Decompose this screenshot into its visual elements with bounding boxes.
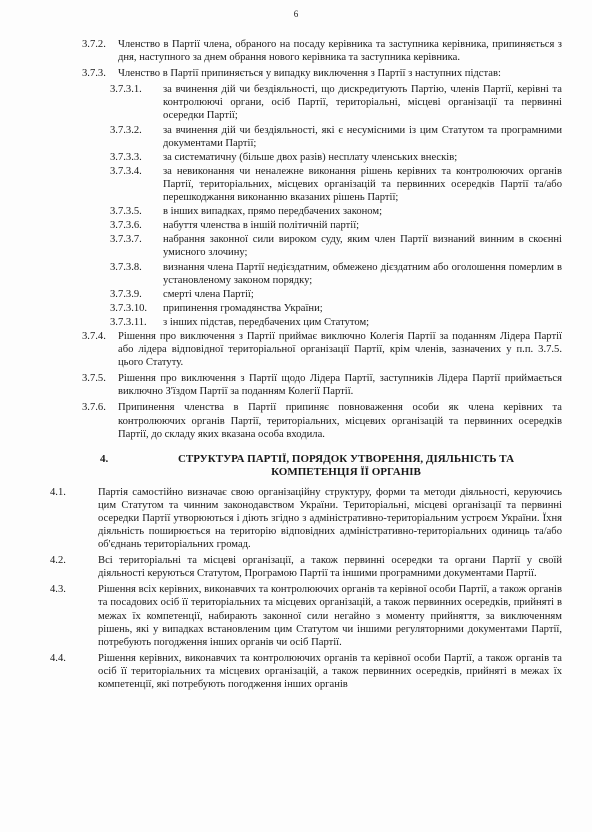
clause-text: смерті члена Партії; — [163, 288, 254, 300]
clause-text: припинення громадянства України; — [163, 302, 323, 314]
section-number: 4. — [100, 452, 109, 465]
clause-list-structure — [50, 486, 562, 691]
clause-item — [50, 205, 562, 218]
clause-item — [50, 165, 562, 204]
clause-item — [50, 486, 562, 551]
clause-number: 3.7.3.2. — [110, 124, 142, 136]
clause-item — [50, 261, 562, 287]
section-title: СТРУКТУРА ПАРТІЇ, ПОРЯДОК УТВОРЕННЯ, ДІЯЛЬНІСТЬ ТА КОМПЕТЕНЦІЯ ЇЇ ОРГАНІВ — [177, 452, 515, 479]
clause-number: 3.7.3.10. — [110, 302, 148, 314]
clause-number: 3.7.2. — [82, 39, 106, 50]
page-number: 6 — [293, 9, 299, 19]
clause-number: 3.7.4. — [82, 330, 106, 342]
clause-item — [50, 124, 562, 150]
document-body — [50, 38, 562, 694]
clause-item — [50, 38, 562, 64]
clause-item — [50, 219, 562, 232]
clause-item — [50, 583, 562, 648]
clause-text: Рішення про виключення з Партії щодо Лідера Партії, заступників Лідера Партії приймається виключно З'їздом Партії за поданням Колегії Партії. — [118, 373, 562, 398]
clause-text: Рішення про виключення з Партії приймає виключно Колегія Партії за поданням Лідера Партії або лідера відповідної територіальної організації Партії, крім членів, зазначених у п.п. 3.7.5. цього Статуту. — [118, 330, 562, 369]
clause-item — [50, 67, 562, 80]
clause-item — [50, 554, 562, 580]
clause-text: Рішення керівних, виконавчих та контролюючих органів та керівної особи Партії, а також органів та осіб її територіальних та місцевих організацій, а також первинних осередків, прийняті в межах їх компетенції, які потребують погодження інших органів — [98, 652, 562, 691]
clause-item — [50, 302, 562, 315]
clause-item — [50, 330, 562, 369]
clause-number: 3.7.5. — [82, 373, 106, 385]
clause-number: 4.2. — [50, 555, 66, 567]
clause-item — [50, 401, 562, 440]
clause-item — [50, 233, 562, 259]
clause-text: за вчинення дій чи бездіяльності, які є несумісними із цим Статутом та програмними документами Партії; — [163, 124, 562, 149]
clause-text: Рішення всіх керівних, виконавчих та контролюючих органів та керівної особи Партії, а також органів та посадових осіб її територіальних та місцевих організацій, а також первинних осередків, прийняті в межах їх компетенції, набирають законної сили негайно з моменту прийняття, за виключенням рішень, які у випадках встановленим цим Статутом чи іншими регуляторними документами Партії, потребують погодження інших органів чи осіб Партії. — [98, 584, 562, 648]
clause-item — [50, 316, 562, 329]
clause-number: 3.7.3.5. — [110, 206, 142, 218]
clause-text: набуття членства в іншій політичній партії; — [163, 220, 360, 232]
clause-number: 4.4. — [50, 652, 66, 664]
clause-number: 3.7.3.3. — [110, 151, 142, 163]
clause-text: за вчинення дій чи бездіяльності, що дискредитують Партію, членів Партії, керівні та контролюючі органи, осіб Партії, територіальні, місцеві організації та первинні осередки Партії; — [163, 84, 562, 122]
clause-item — [50, 652, 562, 691]
clause-text: за невиконання чи неналежне виконання рішень керівних та контролюючих органів Партії, територіальних, місцевих організацій та первинних осередків Партії та/або перешкоджання виконанню вказаних рішень Партії; — [163, 165, 562, 204]
clause-number: 3.7.3.9. — [110, 288, 142, 300]
clause-item — [50, 372, 562, 398]
clause-text: в інших випадках, прямо передбачених законом; — [163, 206, 383, 218]
clause-text: з інших підстав, передбачених цим Статутом; — [163, 316, 370, 328]
section-heading — [50, 453, 562, 480]
clause-text: набрання законної сили вироком суду, яким член Партії визнаний винним в скоєнні умисного злочину; — [163, 234, 562, 259]
clause-number: 3.7.3.8. — [110, 261, 142, 273]
clause-text: Всі територіальні та місцеві організації, а також первинні осередки та органи Партії у своїй діяльності керуються Статутом, Програмою Партії та іншими програмними документами Партії. — [98, 555, 562, 580]
clause-number: 3.7.3.4. — [110, 165, 142, 177]
clause-item — [50, 151, 562, 164]
clause-number: 3.7.3.7. — [110, 234, 142, 246]
clause-list-membership — [50, 38, 562, 441]
clause-number: 4.1. — [50, 486, 66, 498]
clause-number: 3.7.3.6. — [110, 220, 142, 232]
clause-text: визнання члена Партії недієздатним, обмежено дієздатним або оголошення померлим в установленому законом порядку; — [163, 261, 562, 286]
clause-number: 3.7.3. — [82, 68, 106, 80]
clause-text: Партія самостійно визначає свою організаційну структуру, форми та методи діяльності, керуючись цим Статутом та чинним законодавством України. Територіальні, місцеві організації та первинні осередки Партії утворюються і діють згідно з адміністративно-територіальним устроєм України. Їхня діяльність поширюється на територію відповідних адміністративно-територіальних одиниць та/або об'єднань територіальних громад. — [98, 486, 562, 551]
clause-item — [50, 288, 562, 301]
clause-item — [50, 83, 562, 122]
clause-number: 3.7.3.11. — [110, 316, 147, 328]
clause-text: Припинення членства в Партії припиняє повноваження особи як члена керівних та контролюючих органів Партії, територіальних, місцевих організацій та первинних осередків Партії, до складу яких вказана особа входила. — [118, 402, 562, 440]
clause-text: за систематичну (більше двох разів) несплату членських внесків; — [163, 151, 458, 163]
clause-number: 3.7.3.1. — [110, 84, 142, 96]
clause-text: Членство в Партії члена, обраного на посаду керівника та заступника керівника, припиняється з дня, наступного за днем обрання нового керівника та заступника керівника. — [118, 39, 562, 64]
clause-text: Членство в Партії припиняється у випадку виключення з Партії з наступних підстав: — [118, 68, 501, 80]
clause-number: 4.3. — [50, 584, 66, 596]
clause-number: 3.7.6. — [82, 402, 106, 414]
